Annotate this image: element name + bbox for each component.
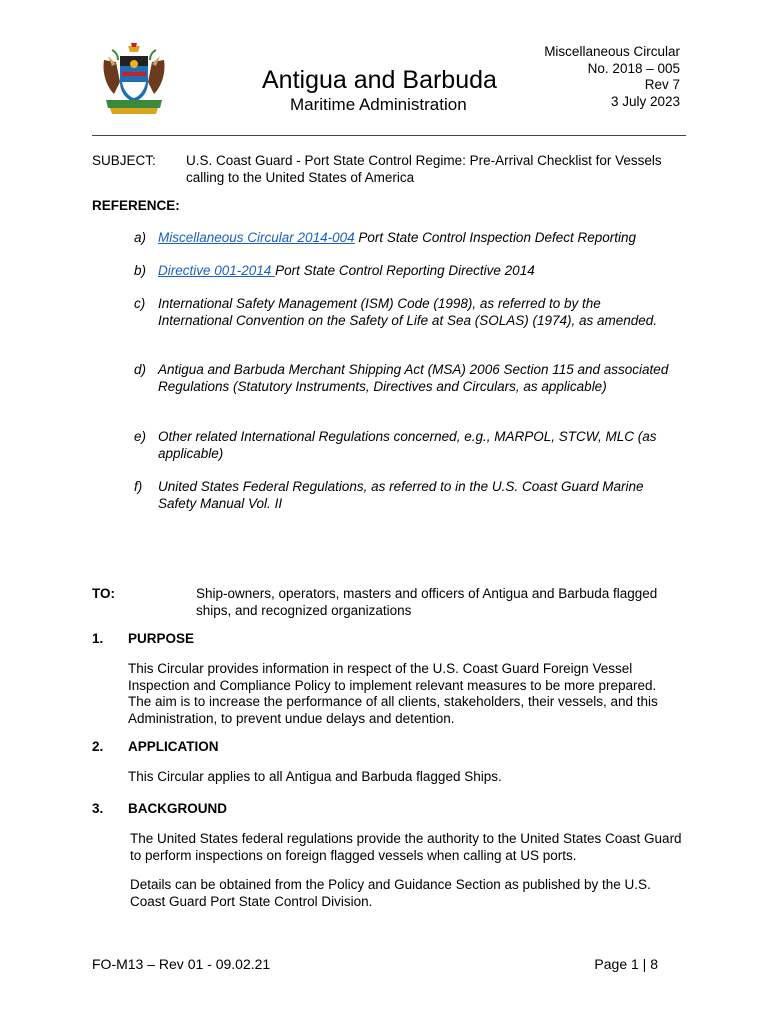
coat-of-arms-logo [98, 42, 170, 118]
reference-text: Port State Control Reporting Directive 2014 [275, 263, 535, 278]
org-title: Antigua and Barbuda [262, 66, 497, 94]
circular-number: No. 2018 – 005 [587, 60, 680, 76]
reference-letter: d) [134, 362, 147, 377]
header-divider [92, 135, 686, 136]
reference-item [158, 263, 678, 280]
circular-type: Miscellaneous Circular [544, 44, 680, 59]
subject-label: SUBJECT: [92, 153, 156, 168]
footer-form-id: FO-M13 – Rev 01 - 09.02.21 [92, 956, 271, 972]
reference-letter: f) [134, 479, 143, 494]
footer-page-number: Page 1 | 8 [594, 956, 658, 972]
to-label: TO: [92, 586, 115, 601]
reference-item: International Safety Management (ISM) Code (1998), as referred to by the International Convention on the Safety of Life at Sea (SOLAS) (1974), as amended. [158, 296, 658, 328]
org-subtitle: Maritime Administration [290, 95, 467, 114]
reference-letter: a) [134, 230, 147, 245]
section-paragraph: The United States federal regulations provide the authority to the United States Coast Guard to perform inspections on foreign flagged vessels when calling at US ports. [130, 831, 682, 863]
reference-letter: b) [134, 263, 147, 278]
section-number: 1. [92, 631, 104, 646]
section-paragraph: This Circular applies to all Antigua and Barbuda flagged Ships. [128, 769, 502, 784]
reference-letter: c) [134, 296, 146, 311]
section-heading: BACKGROUND [128, 801, 227, 816]
reference-text: Port State Control Inspection Defect Reporting [354, 230, 637, 245]
circular-revision: Rev 7 [644, 77, 680, 92]
to-text: Ship-owners, operators, masters and officers of Antigua and Barbuda flagged ships, and recognized organizations [196, 586, 658, 618]
reference-item: Antigua and Barbuda Merchant Shipping Act (MSA) 2006 Section 115 and associated Regulations (Statutory Instruments, Directives and Circulars, as applicable) [158, 362, 669, 394]
section-number: 2. [92, 739, 104, 754]
section-paragraph: Details can be obtained from the Policy and Guidance Section as published by the U.S. Coast Guard Port State Control Division. [130, 877, 651, 909]
reference-link[interactable]: Miscellaneous Circular 2014-004 [158, 230, 355, 245]
section-heading: PURPOSE [128, 631, 195, 646]
reference-item [158, 230, 678, 247]
section-number: 3. [92, 801, 104, 816]
reference-heading: REFERENCE: [92, 198, 180, 213]
reference-letter: e) [134, 429, 147, 444]
reference-item: United States Federal Regulations, as referred to in the U.S. Coast Guard Marine Safety Manual Vol. II [158, 479, 644, 511]
section-heading: APPLICATION [128, 739, 219, 754]
circular-date: 3 July 2023 [610, 93, 680, 109]
reference-link[interactable]: Directive 001-2014 [158, 263, 276, 278]
circular-info [544, 44, 680, 110]
reference-item: Other related International Regulations concerned, e.g., MARPOL, STCW, MLC (as applicable) [158, 429, 657, 461]
section-paragraph: This Circular provides information in respect of the U.S. Coast Guard Foreign Vessel Inspection and Compliance Policy to implement relevant measures to be more prepared. The aim is to increase the performance of all clients, stakeholders, their vessels, and this Administration, to prevent undue delays and detention. [128, 661, 658, 726]
subject-text: U.S. Coast Guard - Port State Control Regime: Pre-Arrival Checklist for Vessels calling to the United States of America [186, 153, 662, 185]
